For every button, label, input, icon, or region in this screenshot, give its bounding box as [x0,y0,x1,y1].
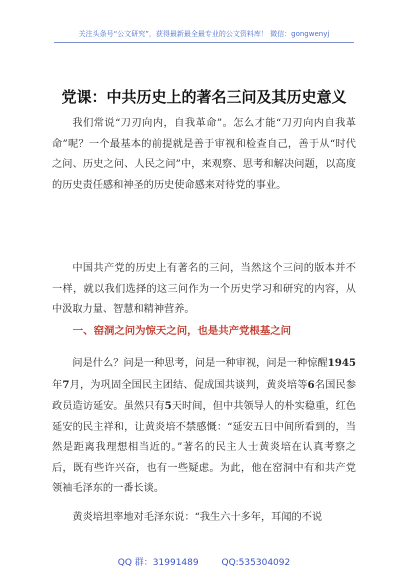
days-number: 5 [164,400,172,412]
paragraph-text: 问是什么？问是一种思考，问是一种审视，问是一种惊醒 [72,358,328,369]
section-heading-1: 一、窑洞之问为惊天之问，也是共产党根基之问 [72,325,291,337]
footer-qq-group: QQ 群：31991489 [117,558,199,568]
paragraph-text: 天时间，但中共领导人的朴实稳重，红色延安的民主祥和，让黄炎培不禁感慨：“延安五日中间所看到的，当然是距离我理想相当近的。”著名的民主人士黄炎培在认真考察之后，既有些许兴奋，也有一些疑虑。为此，他在窑洞中有和共产党领袖毛泽东的一番长谈。 [52,401,357,494]
document-title: 党课：中共历史上的著名三问及其历史意义 [61,88,347,106]
paragraph-text: 名国民参政员造访延安。虽然只有 [52,379,357,412]
paragraph-text: 月，为巩固全国民主团结、促成国共谈判，黄炎培等 [69,379,308,391]
header-divider [54,42,354,43]
year-number: 1945 [327,357,356,369]
paragraph-yanan-visit [52,353,356,500]
paragraph-text: 年 [52,379,63,391]
footer-qq: QQ:535304092 [221,558,291,568]
month-number: 7 [62,378,70,391]
paragraph-intro: 我们常说“刀刃向内，自我革命”。怎么才能“刀刃向内自我革命”呢？一个最基本的前提就是善于审视和检查自己，善于从“时代之问、历史之问、人民之问”中，来观察、思考和解决问题，以高度的历史责任感和神圣的历史使命感来对待党的事业。 [52,118,356,191]
paragraph-huang-yanpei: 黄炎培坦率地对毛泽东说：“我生六十多年，耳闻的不说 [72,512,323,523]
count-number: 6 [307,378,315,391]
paragraph-three-questions: 中国共产党的历史上有著名的三问，当然这个三问的版本并不一样，就以我们选择的这三问作为一个历史学习和研究的内容，从中汲取力量、智慧和精神营养。 [52,263,356,315]
page-footer [0,557,408,569]
page-header-text: 关注头条号“公文研究”，获得最新最全最专业的公文资料库！ 微信：gongwenyj [78,30,330,38]
